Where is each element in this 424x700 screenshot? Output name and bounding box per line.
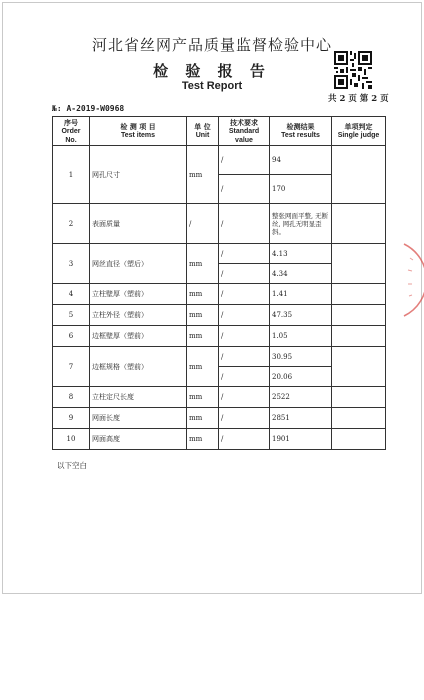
cell-standard: / — [219, 204, 270, 244]
cell-test-item: 边框壁厚（塑前） — [90, 326, 187, 347]
cell-standard: / — [219, 367, 270, 387]
cell-order-no: 5 — [53, 305, 90, 326]
cell-test-item: 网面长度 — [90, 408, 187, 429]
cell-order-no: 10 — [53, 429, 90, 450]
table-row — [53, 387, 386, 408]
cell-result: 4.34 — [270, 264, 332, 284]
page-info: 共 2 页 第 2 页 — [328, 94, 389, 104]
header-test-items: 检 测 项 目 Test items — [90, 117, 187, 146]
table-row — [53, 204, 386, 244]
official-seal-icon — [402, 240, 424, 320]
cell-unit: mm — [187, 387, 219, 408]
cell-result: 1901 — [270, 429, 332, 450]
cell-judge — [332, 408, 386, 429]
qr-code-icon — [334, 51, 372, 89]
cell-test-item: 网孔尺寸 — [90, 146, 187, 204]
end-of-data-note: 以下空白 — [57, 461, 87, 470]
cell-standard: / — [219, 347, 270, 367]
cell-unit: mm — [187, 408, 219, 429]
cell-judge — [332, 146, 386, 204]
cell-result: 94 — [270, 146, 332, 175]
report-number: №: A-2019-W0968 — [52, 104, 125, 113]
cell-order-no: 1 — [53, 146, 90, 204]
table-row — [53, 146, 386, 175]
cell-result: 4.13 — [270, 244, 332, 264]
cell-judge — [332, 244, 386, 284]
cell-judge — [332, 429, 386, 450]
header-unit: 单 位 Unit — [187, 117, 219, 146]
header-order-no: 序号 Order No. — [53, 117, 90, 146]
cell-test-item: 网面高度 — [90, 429, 187, 450]
cell-result: 1.41 — [270, 284, 332, 305]
cell-judge — [332, 347, 386, 387]
cell-order-no: 6 — [53, 326, 90, 347]
table-header-row — [53, 117, 386, 146]
cell-test-item: 立柱外径（塑前） — [90, 305, 187, 326]
cell-unit: mm — [187, 305, 219, 326]
cell-unit: / — [187, 204, 219, 244]
cell-standard: / — [219, 146, 270, 175]
table-row — [53, 284, 386, 305]
cell-result: 30.95 — [270, 347, 332, 367]
test-results-table — [52, 116, 386, 450]
cell-unit: mm — [187, 284, 219, 305]
cell-standard: / — [219, 387, 270, 408]
table-row — [53, 326, 386, 347]
table-row — [53, 347, 386, 367]
report-title-cn: 检 验 报 告 — [153, 62, 271, 80]
org-title: 河北省丝网产品质量监督检验中心 — [91, 36, 332, 54]
header-standard-value: 技术要求 Standard value — [219, 117, 270, 146]
cell-result: 整张网面平整, 无断丝, 网孔无明显歪斜。 — [270, 204, 332, 244]
cell-standard: / — [219, 284, 270, 305]
table-row — [53, 429, 386, 450]
cell-order-no: 8 — [53, 387, 90, 408]
cell-standard: / — [219, 305, 270, 326]
cell-result: 2522 — [270, 387, 332, 408]
table-row — [53, 408, 386, 429]
cell-unit: mm — [187, 244, 219, 284]
cell-test-item: 网丝直径（塑后） — [90, 244, 187, 284]
cell-result: 20.06 — [270, 367, 332, 387]
cell-judge — [332, 326, 386, 347]
cell-judge — [332, 204, 386, 244]
table-row — [53, 244, 386, 264]
cell-judge — [332, 284, 386, 305]
cell-standard: / — [219, 264, 270, 284]
cell-order-no: 7 — [53, 347, 90, 387]
cell-result: 2851 — [270, 408, 332, 429]
cell-standard: / — [219, 429, 270, 450]
cell-standard: / — [219, 326, 270, 347]
header-test-results: 检测结果 Test results — [270, 117, 332, 146]
cell-order-no: 3 — [53, 244, 90, 284]
cell-test-item: 立柱壁厚（塑前） — [90, 284, 187, 305]
table-row — [53, 305, 386, 326]
cell-judge — [332, 387, 386, 408]
cell-standard: / — [219, 244, 270, 264]
header-single-judge: 单项判定 Single judge — [332, 117, 386, 146]
cell-result: 1.05 — [270, 326, 332, 347]
cell-order-no: 2 — [53, 204, 90, 244]
cell-standard: / — [219, 175, 270, 204]
cell-order-no: 9 — [53, 408, 90, 429]
cell-test-item: 边框规格（塑前） — [90, 347, 187, 387]
cell-result: 170 — [270, 175, 332, 204]
cell-standard: / — [219, 408, 270, 429]
cell-unit: mm — [187, 146, 219, 204]
cell-judge — [332, 305, 386, 326]
cell-unit: mm — [187, 347, 219, 387]
cell-unit: mm — [187, 326, 219, 347]
cell-result: 47.35 — [270, 305, 332, 326]
cell-unit: mm — [187, 429, 219, 450]
cell-order-no: 4 — [53, 284, 90, 305]
report-title-en: Test Report — [181, 80, 243, 92]
cell-test-item: 立柱定尺长度 — [90, 387, 187, 408]
cell-test-item: 表面质量 — [90, 204, 187, 244]
